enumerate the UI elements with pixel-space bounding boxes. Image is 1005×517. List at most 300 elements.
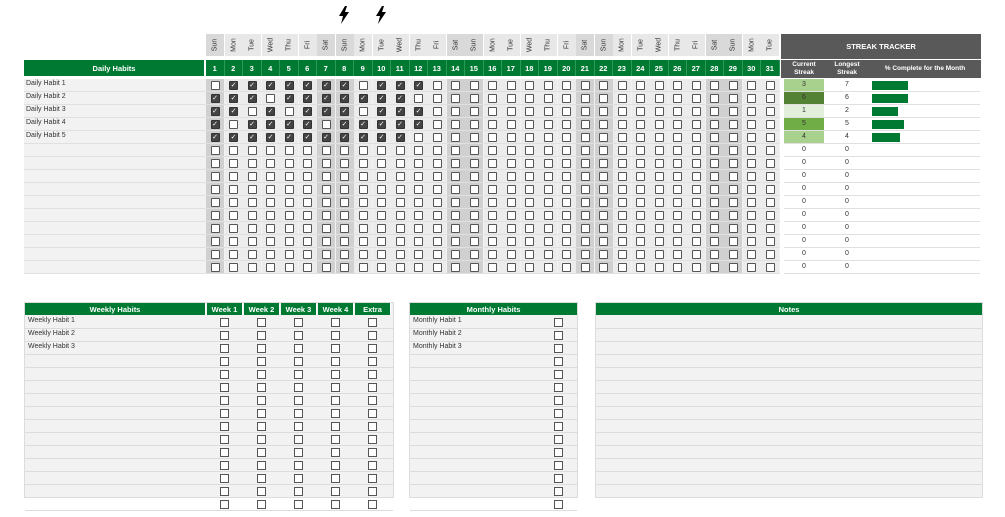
- checkbox[interactable]: [340, 237, 349, 246]
- checkbox[interactable]: [636, 146, 645, 155]
- checkbox[interactable]: [766, 133, 775, 142]
- checkbox[interactable]: [525, 120, 534, 129]
- checkbox[interactable]: [729, 211, 738, 220]
- checkbox[interactable]: [285, 159, 294, 168]
- checkbox[interactable]: [525, 224, 534, 233]
- checked-checkbox[interactable]: [340, 81, 349, 90]
- checkbox[interactable]: [303, 250, 312, 259]
- checkbox[interactable]: [229, 250, 238, 259]
- checkbox[interactable]: [554, 318, 563, 327]
- checkbox[interactable]: [655, 211, 664, 220]
- checkbox[interactable]: [507, 133, 516, 142]
- checkbox[interactable]: [692, 185, 701, 194]
- checkbox[interactable]: [470, 146, 479, 155]
- checkbox[interactable]: [554, 409, 563, 418]
- checkbox[interactable]: [229, 172, 238, 181]
- checkbox[interactable]: [433, 107, 442, 116]
- checked-checkbox[interactable]: [211, 94, 220, 103]
- checkbox[interactable]: [544, 120, 553, 129]
- checkbox[interactable]: [257, 370, 266, 379]
- checkbox[interactable]: [488, 107, 497, 116]
- notes-line[interactable]: [596, 394, 982, 407]
- checkbox[interactable]: [368, 422, 377, 431]
- checkbox[interactable]: [581, 146, 590, 155]
- checkbox[interactable]: [414, 263, 423, 272]
- checkbox[interactable]: [433, 146, 442, 155]
- checkbox[interactable]: [729, 250, 738, 259]
- checkbox[interactable]: [322, 263, 331, 272]
- checkbox[interactable]: [331, 461, 340, 470]
- checkbox[interactable]: [766, 146, 775, 155]
- checkbox[interactable]: [396, 185, 405, 194]
- checkbox[interactable]: [636, 237, 645, 246]
- checkbox[interactable]: [488, 146, 497, 155]
- checked-checkbox[interactable]: [285, 94, 294, 103]
- checkbox[interactable]: [581, 81, 590, 90]
- checkbox[interactable]: [655, 263, 664, 272]
- checkbox[interactable]: [433, 94, 442, 103]
- checkbox[interactable]: [710, 133, 719, 142]
- checkbox[interactable]: [710, 198, 719, 207]
- checkbox[interactable]: [229, 263, 238, 272]
- checked-checkbox[interactable]: [285, 133, 294, 142]
- checkbox[interactable]: [470, 224, 479, 233]
- checkbox[interactable]: [544, 172, 553, 181]
- checkbox[interactable]: [507, 94, 516, 103]
- checkbox[interactable]: [294, 487, 303, 496]
- checkbox[interactable]: [544, 81, 553, 90]
- checkbox[interactable]: [266, 172, 275, 181]
- checkbox[interactable]: [636, 250, 645, 259]
- checkbox[interactable]: [747, 250, 756, 259]
- checkbox[interactable]: [636, 159, 645, 168]
- checkbox[interactable]: [414, 185, 423, 194]
- checkbox[interactable]: [220, 344, 229, 353]
- checked-checkbox[interactable]: [377, 120, 386, 129]
- checked-checkbox[interactable]: [396, 120, 405, 129]
- checkbox[interactable]: [433, 237, 442, 246]
- checkbox[interactable]: [618, 237, 627, 246]
- checkbox[interactable]: [636, 198, 645, 207]
- checkbox[interactable]: [368, 370, 377, 379]
- checkbox[interactable]: [248, 237, 257, 246]
- checkbox[interactable]: [359, 198, 368, 207]
- checked-checkbox[interactable]: [414, 81, 423, 90]
- checkbox[interactable]: [211, 237, 220, 246]
- checkbox[interactable]: [766, 185, 775, 194]
- checkbox[interactable]: [220, 487, 229, 496]
- checkbox[interactable]: [377, 198, 386, 207]
- checkbox[interactable]: [303, 185, 312, 194]
- checkbox[interactable]: [331, 357, 340, 366]
- checkbox[interactable]: [710, 81, 719, 90]
- checkbox[interactable]: [303, 198, 312, 207]
- checkbox[interactable]: [525, 133, 534, 142]
- checkbox[interactable]: [451, 198, 460, 207]
- checkbox[interactable]: [729, 146, 738, 155]
- checkbox[interactable]: [554, 448, 563, 457]
- checked-checkbox[interactable]: [303, 133, 312, 142]
- checkbox[interactable]: [673, 250, 682, 259]
- checkbox[interactable]: [525, 198, 534, 207]
- checkbox[interactable]: [710, 224, 719, 233]
- checked-checkbox[interactable]: [248, 81, 257, 90]
- checkbox[interactable]: [257, 474, 266, 483]
- checkbox[interactable]: [266, 94, 275, 103]
- checkbox[interactable]: [507, 159, 516, 168]
- checked-checkbox[interactable]: [248, 133, 257, 142]
- checkbox[interactable]: [581, 172, 590, 181]
- checkbox[interactable]: [673, 81, 682, 90]
- checkbox[interactable]: [562, 263, 571, 272]
- checkbox[interactable]: [710, 107, 719, 116]
- checkbox[interactable]: [692, 237, 701, 246]
- checkbox[interactable]: [599, 120, 608, 129]
- checkbox[interactable]: [331, 422, 340, 431]
- checkbox[interactable]: [766, 107, 775, 116]
- checkbox[interactable]: [451, 211, 460, 220]
- checked-checkbox[interactable]: [211, 107, 220, 116]
- checkbox[interactable]: [747, 120, 756, 129]
- checkbox[interactable]: [554, 331, 563, 340]
- checkbox[interactable]: [636, 94, 645, 103]
- checkbox[interactable]: [451, 120, 460, 129]
- checkbox[interactable]: [331, 318, 340, 327]
- checkbox[interactable]: [747, 133, 756, 142]
- checkbox[interactable]: [451, 185, 460, 194]
- checked-checkbox[interactable]: [229, 133, 238, 142]
- checked-checkbox[interactable]: [377, 133, 386, 142]
- checkbox[interactable]: [581, 211, 590, 220]
- checkbox[interactable]: [747, 159, 756, 168]
- checkbox[interactable]: [359, 237, 368, 246]
- checkbox[interactable]: [220, 331, 229, 340]
- checkbox[interactable]: [433, 198, 442, 207]
- checkbox[interactable]: [451, 81, 460, 90]
- checkbox[interactable]: [340, 159, 349, 168]
- checked-checkbox[interactable]: [340, 133, 349, 142]
- checkbox[interactable]: [599, 146, 608, 155]
- checkbox[interactable]: [433, 120, 442, 129]
- checked-checkbox[interactable]: [340, 107, 349, 116]
- checkbox[interactable]: [340, 211, 349, 220]
- checkbox[interactable]: [655, 250, 664, 259]
- notes-line[interactable]: [596, 446, 982, 459]
- checkbox[interactable]: [692, 146, 701, 155]
- checkbox[interactable]: [211, 146, 220, 155]
- checkbox[interactable]: [488, 198, 497, 207]
- checkbox[interactable]: [470, 94, 479, 103]
- checkbox[interactable]: [285, 185, 294, 194]
- checkbox[interactable]: [322, 159, 331, 168]
- checkbox[interactable]: [692, 250, 701, 259]
- notes-line[interactable]: [596, 381, 982, 394]
- checkbox[interactable]: [248, 211, 257, 220]
- checkbox[interactable]: [554, 383, 563, 392]
- checkbox[interactable]: [377, 211, 386, 220]
- checkbox[interactable]: [331, 474, 340, 483]
- checkbox[interactable]: [433, 172, 442, 181]
- checked-checkbox[interactable]: [377, 81, 386, 90]
- checkbox[interactable]: [433, 263, 442, 272]
- checkbox[interactable]: [451, 133, 460, 142]
- checkbox[interactable]: [451, 250, 460, 259]
- checkbox[interactable]: [710, 159, 719, 168]
- checkbox[interactable]: [294, 383, 303, 392]
- checkbox[interactable]: [562, 172, 571, 181]
- checked-checkbox[interactable]: [248, 94, 257, 103]
- checked-checkbox[interactable]: [285, 120, 294, 129]
- checked-checkbox[interactable]: [322, 94, 331, 103]
- checkbox[interactable]: [220, 435, 229, 444]
- checkbox[interactable]: [470, 198, 479, 207]
- checkbox[interactable]: [562, 120, 571, 129]
- checkbox[interactable]: [294, 474, 303, 483]
- checkbox[interactable]: [451, 263, 460, 272]
- checkbox[interactable]: [248, 250, 257, 259]
- checkbox[interactable]: [673, 146, 682, 155]
- checkbox[interactable]: [554, 435, 563, 444]
- checkbox[interactable]: [636, 172, 645, 181]
- checkbox[interactable]: [655, 237, 664, 246]
- checkbox[interactable]: [554, 422, 563, 431]
- checkbox[interactable]: [636, 185, 645, 194]
- checkbox[interactable]: [331, 500, 340, 509]
- checkbox[interactable]: [710, 250, 719, 259]
- checkbox[interactable]: [470, 107, 479, 116]
- checkbox[interactable]: [229, 185, 238, 194]
- checkbox[interactable]: [655, 159, 664, 168]
- checkbox[interactable]: [451, 172, 460, 181]
- checkbox[interactable]: [340, 250, 349, 259]
- checkbox[interactable]: [673, 172, 682, 181]
- checkbox[interactable]: [747, 146, 756, 155]
- checked-checkbox[interactable]: [359, 120, 368, 129]
- checkbox[interactable]: [359, 211, 368, 220]
- checkbox[interactable]: [655, 81, 664, 90]
- checkbox[interactable]: [368, 396, 377, 405]
- checkbox[interactable]: [488, 159, 497, 168]
- checkbox[interactable]: [220, 318, 229, 327]
- checkbox[interactable]: [599, 198, 608, 207]
- checkbox[interactable]: [673, 211, 682, 220]
- checkbox[interactable]: [488, 224, 497, 233]
- checkbox[interactable]: [414, 211, 423, 220]
- checkbox[interactable]: [248, 263, 257, 272]
- checkbox[interactable]: [766, 120, 775, 129]
- checkbox[interactable]: [294, 422, 303, 431]
- checkbox[interactable]: [544, 250, 553, 259]
- checkbox[interactable]: [655, 133, 664, 142]
- notes-line[interactable]: [596, 433, 982, 446]
- checkbox[interactable]: [710, 120, 719, 129]
- checkbox[interactable]: [488, 120, 497, 129]
- checkbox[interactable]: [266, 159, 275, 168]
- checkbox[interactable]: [368, 409, 377, 418]
- checkbox[interactable]: [470, 159, 479, 168]
- checkbox[interactable]: [766, 81, 775, 90]
- checkbox[interactable]: [359, 81, 368, 90]
- checkbox[interactable]: [331, 409, 340, 418]
- checkbox[interactable]: [433, 81, 442, 90]
- checked-checkbox[interactable]: [322, 107, 331, 116]
- checkbox[interactable]: [710, 237, 719, 246]
- checkbox[interactable]: [747, 94, 756, 103]
- checkbox[interactable]: [673, 198, 682, 207]
- checkbox[interactable]: [692, 198, 701, 207]
- checkbox[interactable]: [581, 94, 590, 103]
- checkbox[interactable]: [618, 185, 627, 194]
- notes-line[interactable]: [596, 355, 982, 368]
- checkbox[interactable]: [562, 185, 571, 194]
- checkbox[interactable]: [766, 94, 775, 103]
- checkbox[interactable]: [211, 198, 220, 207]
- checkbox[interactable]: [285, 146, 294, 155]
- checkbox[interactable]: [294, 500, 303, 509]
- checkbox[interactable]: [285, 263, 294, 272]
- checkbox[interactable]: [248, 198, 257, 207]
- checkbox[interactable]: [377, 172, 386, 181]
- checked-checkbox[interactable]: [396, 94, 405, 103]
- checked-checkbox[interactable]: [340, 94, 349, 103]
- checkbox[interactable]: [248, 159, 257, 168]
- checkbox[interactable]: [599, 172, 608, 181]
- checkbox[interactable]: [303, 224, 312, 233]
- checkbox[interactable]: [322, 237, 331, 246]
- checkbox[interactable]: [618, 94, 627, 103]
- checkbox[interactable]: [396, 211, 405, 220]
- checkbox[interactable]: [331, 396, 340, 405]
- checkbox[interactable]: [451, 159, 460, 168]
- checkbox[interactable]: [359, 250, 368, 259]
- checkbox[interactable]: [766, 172, 775, 181]
- checkbox[interactable]: [581, 237, 590, 246]
- checkbox[interactable]: [331, 383, 340, 392]
- checkbox[interactable]: [692, 94, 701, 103]
- checkbox[interactable]: [692, 120, 701, 129]
- checkbox[interactable]: [729, 185, 738, 194]
- checkbox[interactable]: [220, 461, 229, 470]
- checked-checkbox[interactable]: [396, 133, 405, 142]
- checkbox[interactable]: [544, 237, 553, 246]
- checkbox[interactable]: [562, 237, 571, 246]
- checkbox[interactable]: [729, 133, 738, 142]
- notes-line[interactable]: [596, 459, 982, 472]
- checkbox[interactable]: [562, 159, 571, 168]
- checkbox[interactable]: [470, 263, 479, 272]
- checkbox[interactable]: [396, 224, 405, 233]
- checked-checkbox[interactable]: [229, 94, 238, 103]
- checkbox[interactable]: [340, 198, 349, 207]
- checkbox[interactable]: [692, 107, 701, 116]
- checkbox[interactable]: [266, 211, 275, 220]
- checkbox[interactable]: [211, 250, 220, 259]
- checkbox[interactable]: [368, 474, 377, 483]
- checkbox[interactable]: [618, 81, 627, 90]
- checkbox[interactable]: [747, 107, 756, 116]
- checkbox[interactable]: [266, 224, 275, 233]
- checkbox[interactable]: [377, 263, 386, 272]
- checked-checkbox[interactable]: [303, 107, 312, 116]
- notes-line[interactable]: [596, 407, 982, 420]
- checkbox[interactable]: [618, 133, 627, 142]
- checkbox[interactable]: [729, 263, 738, 272]
- checkbox[interactable]: [507, 263, 516, 272]
- checked-checkbox[interactable]: [414, 107, 423, 116]
- checkbox[interactable]: [618, 146, 627, 155]
- checkbox[interactable]: [599, 81, 608, 90]
- checkbox[interactable]: [294, 448, 303, 457]
- checkbox[interactable]: [303, 237, 312, 246]
- checkbox[interactable]: [562, 250, 571, 259]
- checkbox[interactable]: [229, 237, 238, 246]
- checkbox[interactable]: [257, 318, 266, 327]
- checkbox[interactable]: [433, 211, 442, 220]
- checked-checkbox[interactable]: [377, 94, 386, 103]
- checkbox[interactable]: [525, 250, 534, 259]
- checkbox[interactable]: [507, 172, 516, 181]
- checkbox[interactable]: [599, 107, 608, 116]
- checkbox[interactable]: [488, 81, 497, 90]
- checkbox[interactable]: [322, 185, 331, 194]
- checked-checkbox[interactable]: [211, 133, 220, 142]
- checkbox[interactable]: [599, 159, 608, 168]
- checkbox[interactable]: [692, 172, 701, 181]
- checkbox[interactable]: [303, 263, 312, 272]
- checkbox[interactable]: [414, 94, 423, 103]
- checkbox[interactable]: [257, 461, 266, 470]
- checkbox[interactable]: [433, 224, 442, 233]
- checkbox[interactable]: [562, 81, 571, 90]
- checkbox[interactable]: [359, 172, 368, 181]
- checkbox[interactable]: [581, 107, 590, 116]
- checkbox[interactable]: [544, 263, 553, 272]
- checked-checkbox[interactable]: [303, 94, 312, 103]
- checkbox[interactable]: [525, 159, 534, 168]
- checkbox[interactable]: [655, 107, 664, 116]
- checkbox[interactable]: [396, 198, 405, 207]
- checkbox[interactable]: [266, 250, 275, 259]
- checkbox[interactable]: [211, 172, 220, 181]
- checkbox[interactable]: [359, 224, 368, 233]
- checkbox[interactable]: [433, 185, 442, 194]
- checkbox[interactable]: [673, 159, 682, 168]
- checkbox[interactable]: [618, 198, 627, 207]
- checkbox[interactable]: [396, 263, 405, 272]
- checkbox[interactable]: [451, 94, 460, 103]
- checkbox[interactable]: [470, 211, 479, 220]
- checkbox[interactable]: [257, 357, 266, 366]
- checked-checkbox[interactable]: [266, 107, 275, 116]
- checked-checkbox[interactable]: [266, 133, 275, 142]
- checkbox[interactable]: [433, 159, 442, 168]
- checkbox[interactable]: [266, 198, 275, 207]
- checkbox[interactable]: [220, 357, 229, 366]
- checkbox[interactable]: [257, 344, 266, 353]
- checkbox[interactable]: [655, 224, 664, 233]
- checkbox[interactable]: [581, 263, 590, 272]
- checkbox[interactable]: [636, 81, 645, 90]
- checkbox[interactable]: [655, 198, 664, 207]
- checkbox[interactable]: [766, 263, 775, 272]
- checkbox[interactable]: [211, 185, 220, 194]
- checkbox[interactable]: [470, 237, 479, 246]
- checkbox[interactable]: [692, 81, 701, 90]
- checkbox[interactable]: [655, 94, 664, 103]
- checkbox[interactable]: [470, 120, 479, 129]
- checkbox[interactable]: [710, 211, 719, 220]
- checkbox[interactable]: [266, 185, 275, 194]
